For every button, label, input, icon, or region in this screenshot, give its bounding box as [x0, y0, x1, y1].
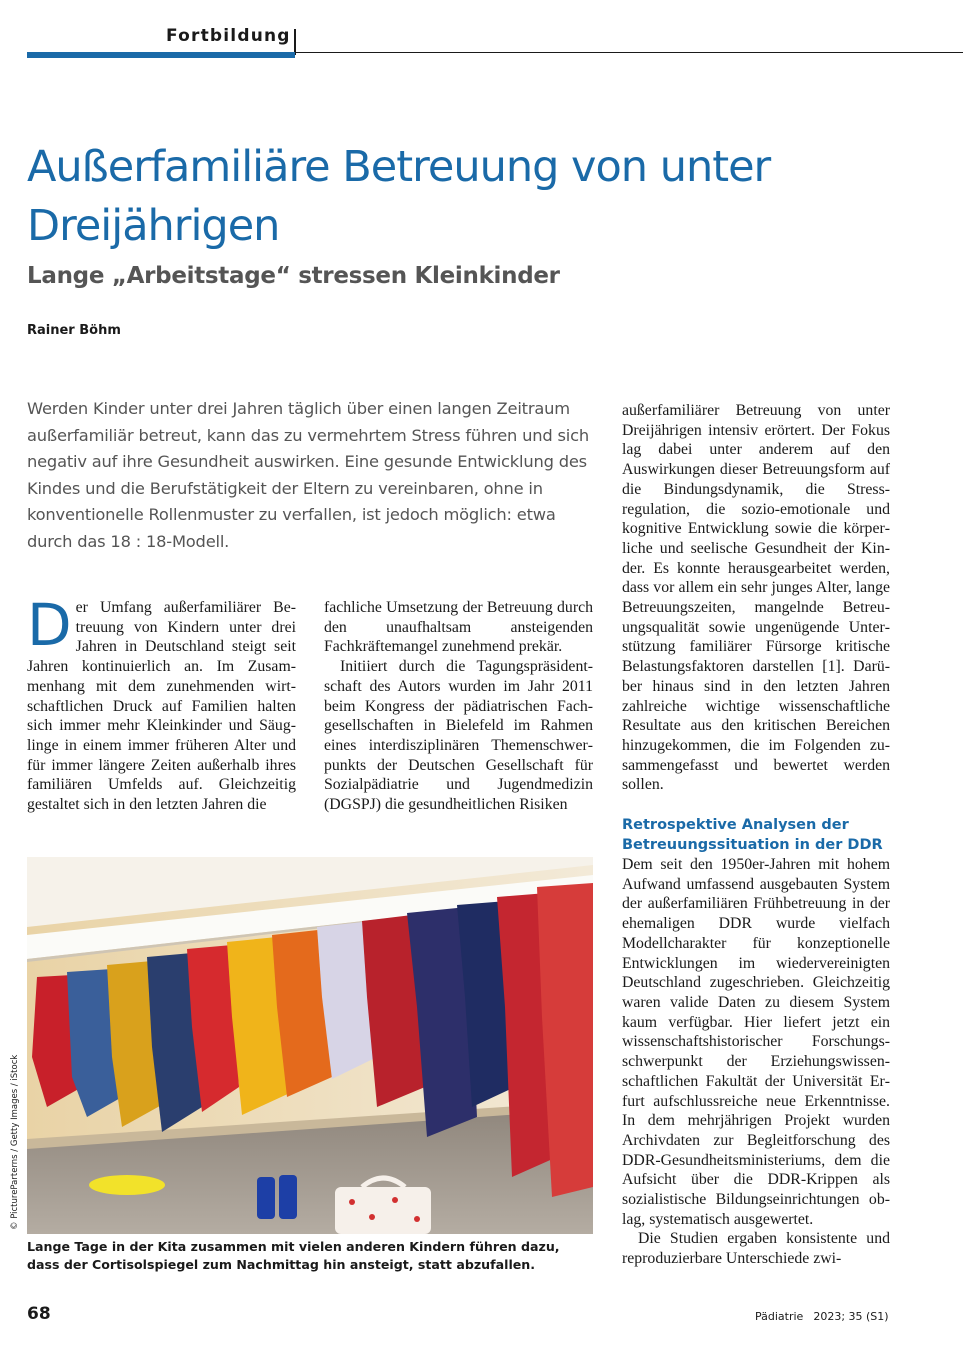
- section-label: Fortbildung: [166, 26, 291, 46]
- column-3-paragraph-2: Dem seit den 1950er-Jahren mit hohem Aufwand umfassend ausgebauten System der außerfamiliären Frühbetreuung in der ehemaligen DDR wurde vielfach Modellcharakter für konzeptionelle Entwicklungen im wiedervereinigten Deutschland zugeschrieben. Gleichzeitig waren valide Daten zu diesem System kaum verfügbar. Hier liefert jetzt ein wissenschaftshistorischer Forschungsschwerpunkt der Erziehungswissenschaftlichen Fakultät der Universität Erfurt aufschlussreiche neue Erkenntnisse. In dem mehrjährigen Projekt wurden Archivdaten zur Begleitforschung des DDR-Gesundheitsministeriums, dem die Aufsicht über die DDR-Krippen als sozialistische Bildungseinrichtungen oblag, systematisch ausgewertet.: [622, 856, 890, 1228]
- lead-paragraph: Werden Kinder unter drei Jahren täglich über einen langen Zeitraum außerfamiliär betreut, kann das zu vermehrtem Stress führen und sich negativ auf ihre Gesundheit auswirken. Eine gesunde Entwicklung des Kindes und die Berufstätigkeit der Eltern zu vereinbaren, ohne in konventionelle Rollenmuster zu verfallen, ist jedoch möglich: etwa durch das 18 : 18-Modell.: [27, 399, 589, 551]
- article-subtitle: Lange „Arbeitstage“ stressen Kleinkinder: [27, 263, 560, 289]
- column-1-text: er Umfang außerfamiliärer Betreuung von Kindern unter drei Jahren in Deutschland steigt seit Jahren kontinuierlich an. Im Zusammenhang mit dem zunehmenden wirtschaftlichen Druck auf Familien halten sich immer mehr Kleinkinder und Säuglinge in einem immer früheren Alter und für immer längere Zeiten außerhalb ihres familiären Umfelds auf. Gleichzeitig gestaltet sich in den letzten Jahren die: [27, 599, 296, 814]
- column-3-paragraph-3: Die Studien ergaben konsistente und reproduzierbare Unterschiede zwi-: [622, 1230, 890, 1268]
- column-2-paragraph-1: fachliche Umsetzung der Betreuung durch den unaufhaltsam ansteigenden Fachkräftemangel zunehmend prekär.: [324, 599, 593, 656]
- page-number: 68: [27, 1304, 51, 1324]
- body-column-1: [27, 591, 296, 815]
- journal-name: Pädiatrie: [755, 1310, 804, 1323]
- column-3-paragraph-1: außerfamiliärer Betreuung von unter Dreijährigen intensiv erörtert. Der Fokus lag dabei unter anderem auf den Auswirkungen dieser Betreuungsform auf die Bindungsdynamik, die Stressregulation, die sozio-emotionale und kognitive Entwicklung sowie die körperliche und seelische Gesundheit der Kinder. Es konnte herausgearbeitet werden, dass vor allem ein sehr junges Alter, lange Betreuungszeiten, mangelnde Betreuungsqualität sowie ungenügende Unterstützung familiärer Fürsorge kritische Belastungsfaktoren darstellen [1]. Darüber hinaus sind in den letzten Jahren zahlreiche wichtige wissenschaftliche Resultate aus den kritischen Bereichen hinzugekommen, die im Folgenden zusammengefasst und bewertet werden sollen.: [622, 402, 890, 794]
- drop-cap: D: [27, 591, 72, 659]
- header-rule: [296, 52, 963, 53]
- coat-rack-photo: [27, 857, 593, 1234]
- article-photo: [27, 857, 593, 1234]
- section-accent-bar: [27, 52, 295, 58]
- author-name: Rainer Böhm: [27, 323, 121, 338]
- photo-caption: Lange Tage in der Kita zusammen mit vielen anderen Kindern führen dazu, dass der Cortisolspiegel zum Nachmittag hin ansteigt, statt abzufallen.: [27, 1239, 560, 1272]
- journal-reference: [755, 1310, 889, 1323]
- section-subheading: Retrospektive Analysen der Betreuungssituation in der DDR: [622, 817, 883, 854]
- photo-credit: © PictureParterns / Getty Images / iStock: [10, 1054, 20, 1230]
- journal-citation: 2023; 35 (S1): [813, 1310, 889, 1323]
- article-title: Außerfamiliäre Betreuung von unter Dreijährigen: [27, 142, 771, 251]
- body-column-2: [324, 598, 593, 815]
- column-1-paragraph: [27, 591, 296, 815]
- column-2-paragraph-2: Initiiert durch die Tagungspräsidentschaft des Autors wurden im Jahr 2011 beim Kongress der pädiatrischen Fachgesellschaften in Bielefeld im Rahmen eines interdisziplinären Themenschwerpunkts der Deutschen Gesellschaft für Sozialpädiatrie und Jugendmedizin (DGSPJ) die gesundheitlichen Risiken: [324, 658, 593, 814]
- body-column-3: [622, 401, 890, 1269]
